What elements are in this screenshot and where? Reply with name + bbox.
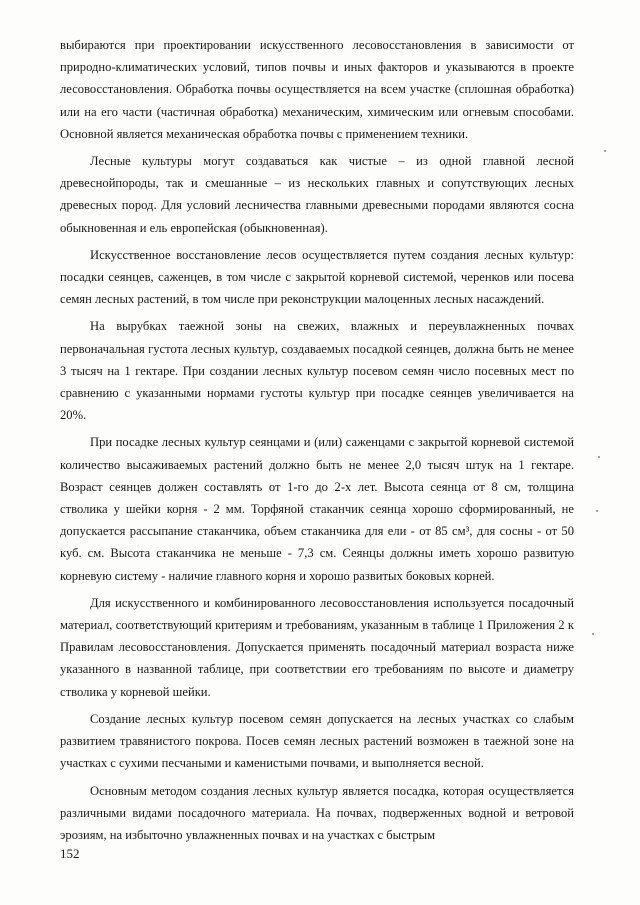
paragraph: На вырубках таежной зоны на свежих, влажных и переувлажненных почвах первоначальная густота лесных культур, создаваемых посадкой сеянцев, должна быть не менее 3 тысяч на 1 гектаре. При создании лесных культур посевом семян число посевных мест по сравнению с указанными нормами густоты культур при посадке сеянцев увеличивается на 20%. xyxy=(60,319,574,423)
paragraph: Создание лесных культур посевом семян допускается на лесных участках со слабым развитием травянистого покрова. Посев семян лесных растений возможен в таежной зоне на участках с сухими песчаными и каменистыми почвами, и выполняется весной. xyxy=(60,711,574,771)
paragraph: При посадке лесных культур сеянцами и (или) саженцами с закрытой корневой системой количество высаживаемых растений должно быть не менее 2,0 тысяч штук на 1 гектаре. Возраст сеянцев должен составлять от 1-го до 2-х лет. Высота сеянца от 8 см, толщина стволика у шейки корня - 2 мм. Торфяной стаканчик сеянца хорошо сформированный, не допускается рассыпание стаканчика, объем стаканчика для ели - от 85 см³, для сосны - от 50 куб. см. Высота стаканчика не меньше - 7,3 см. Сеянцы должны иметь хорошо развитую корневую систему - наличие главного корня и хорошо развитых боковых корней. xyxy=(60,435,574,583)
body-text xyxy=(60,34,574,851)
scan-speck xyxy=(604,150,606,152)
scan-speck xyxy=(596,510,598,512)
paragraph: выбираются при проектировании искусственного лесовосстановления в зависимости от природно-климатических условий, типов почвы и иных факторов и указываются в проекте лесовосстановления. Обработка почвы осуществляется на всем участке (сплошная обработка) или на его части (частичная обработка) механическим, химическим или огневым способами. Основной является механическая обработка почвы с применением техники. xyxy=(60,38,574,141)
paragraph: Основным методом создания лесных культур является посадка, которая осуществляется различными видами посадочного материала. На почвах, подверженных водной и ветровой эрозиям, на избыточно увлажненных почвах и на участках с быстрым xyxy=(60,783,574,842)
paragraph: Лесные культуры могут создаваться как чистые – из одной главной лесной древеснойпороды, так и смешанные – из нескольких главных и сопутствующих лесных древесных пород. Для условий лесничества главными древесными породами являются сосна обыкновенная и ель европейская (обыкновенная). xyxy=(60,154,574,235)
scan-speck xyxy=(598,456,600,458)
paragraph: Для искусственного и комбинированного лесовосстановления используется посадочный материал, соответствующий критериям и требованиям, указанным в таблице 1 Приложения 2 к Правилам лесовосстановления. Допускается применять посадочный материал возраста ниже указанного в названной таблице, при соответствии его требованиям по высоте и диаметру стволика у корневой шейки. xyxy=(60,595,574,699)
scan-speck xyxy=(592,633,594,635)
page-number: 152 xyxy=(60,846,80,861)
paragraph: Искусственное восстановление лесов осуществляется путем создания лесных культур: посадки сеянцев, саженцев, в том числе с закрытой корневой системой, черенков или посева семян лесных растений, в том числе при реконструкции малоценных лесных насаждений. xyxy=(60,247,574,307)
